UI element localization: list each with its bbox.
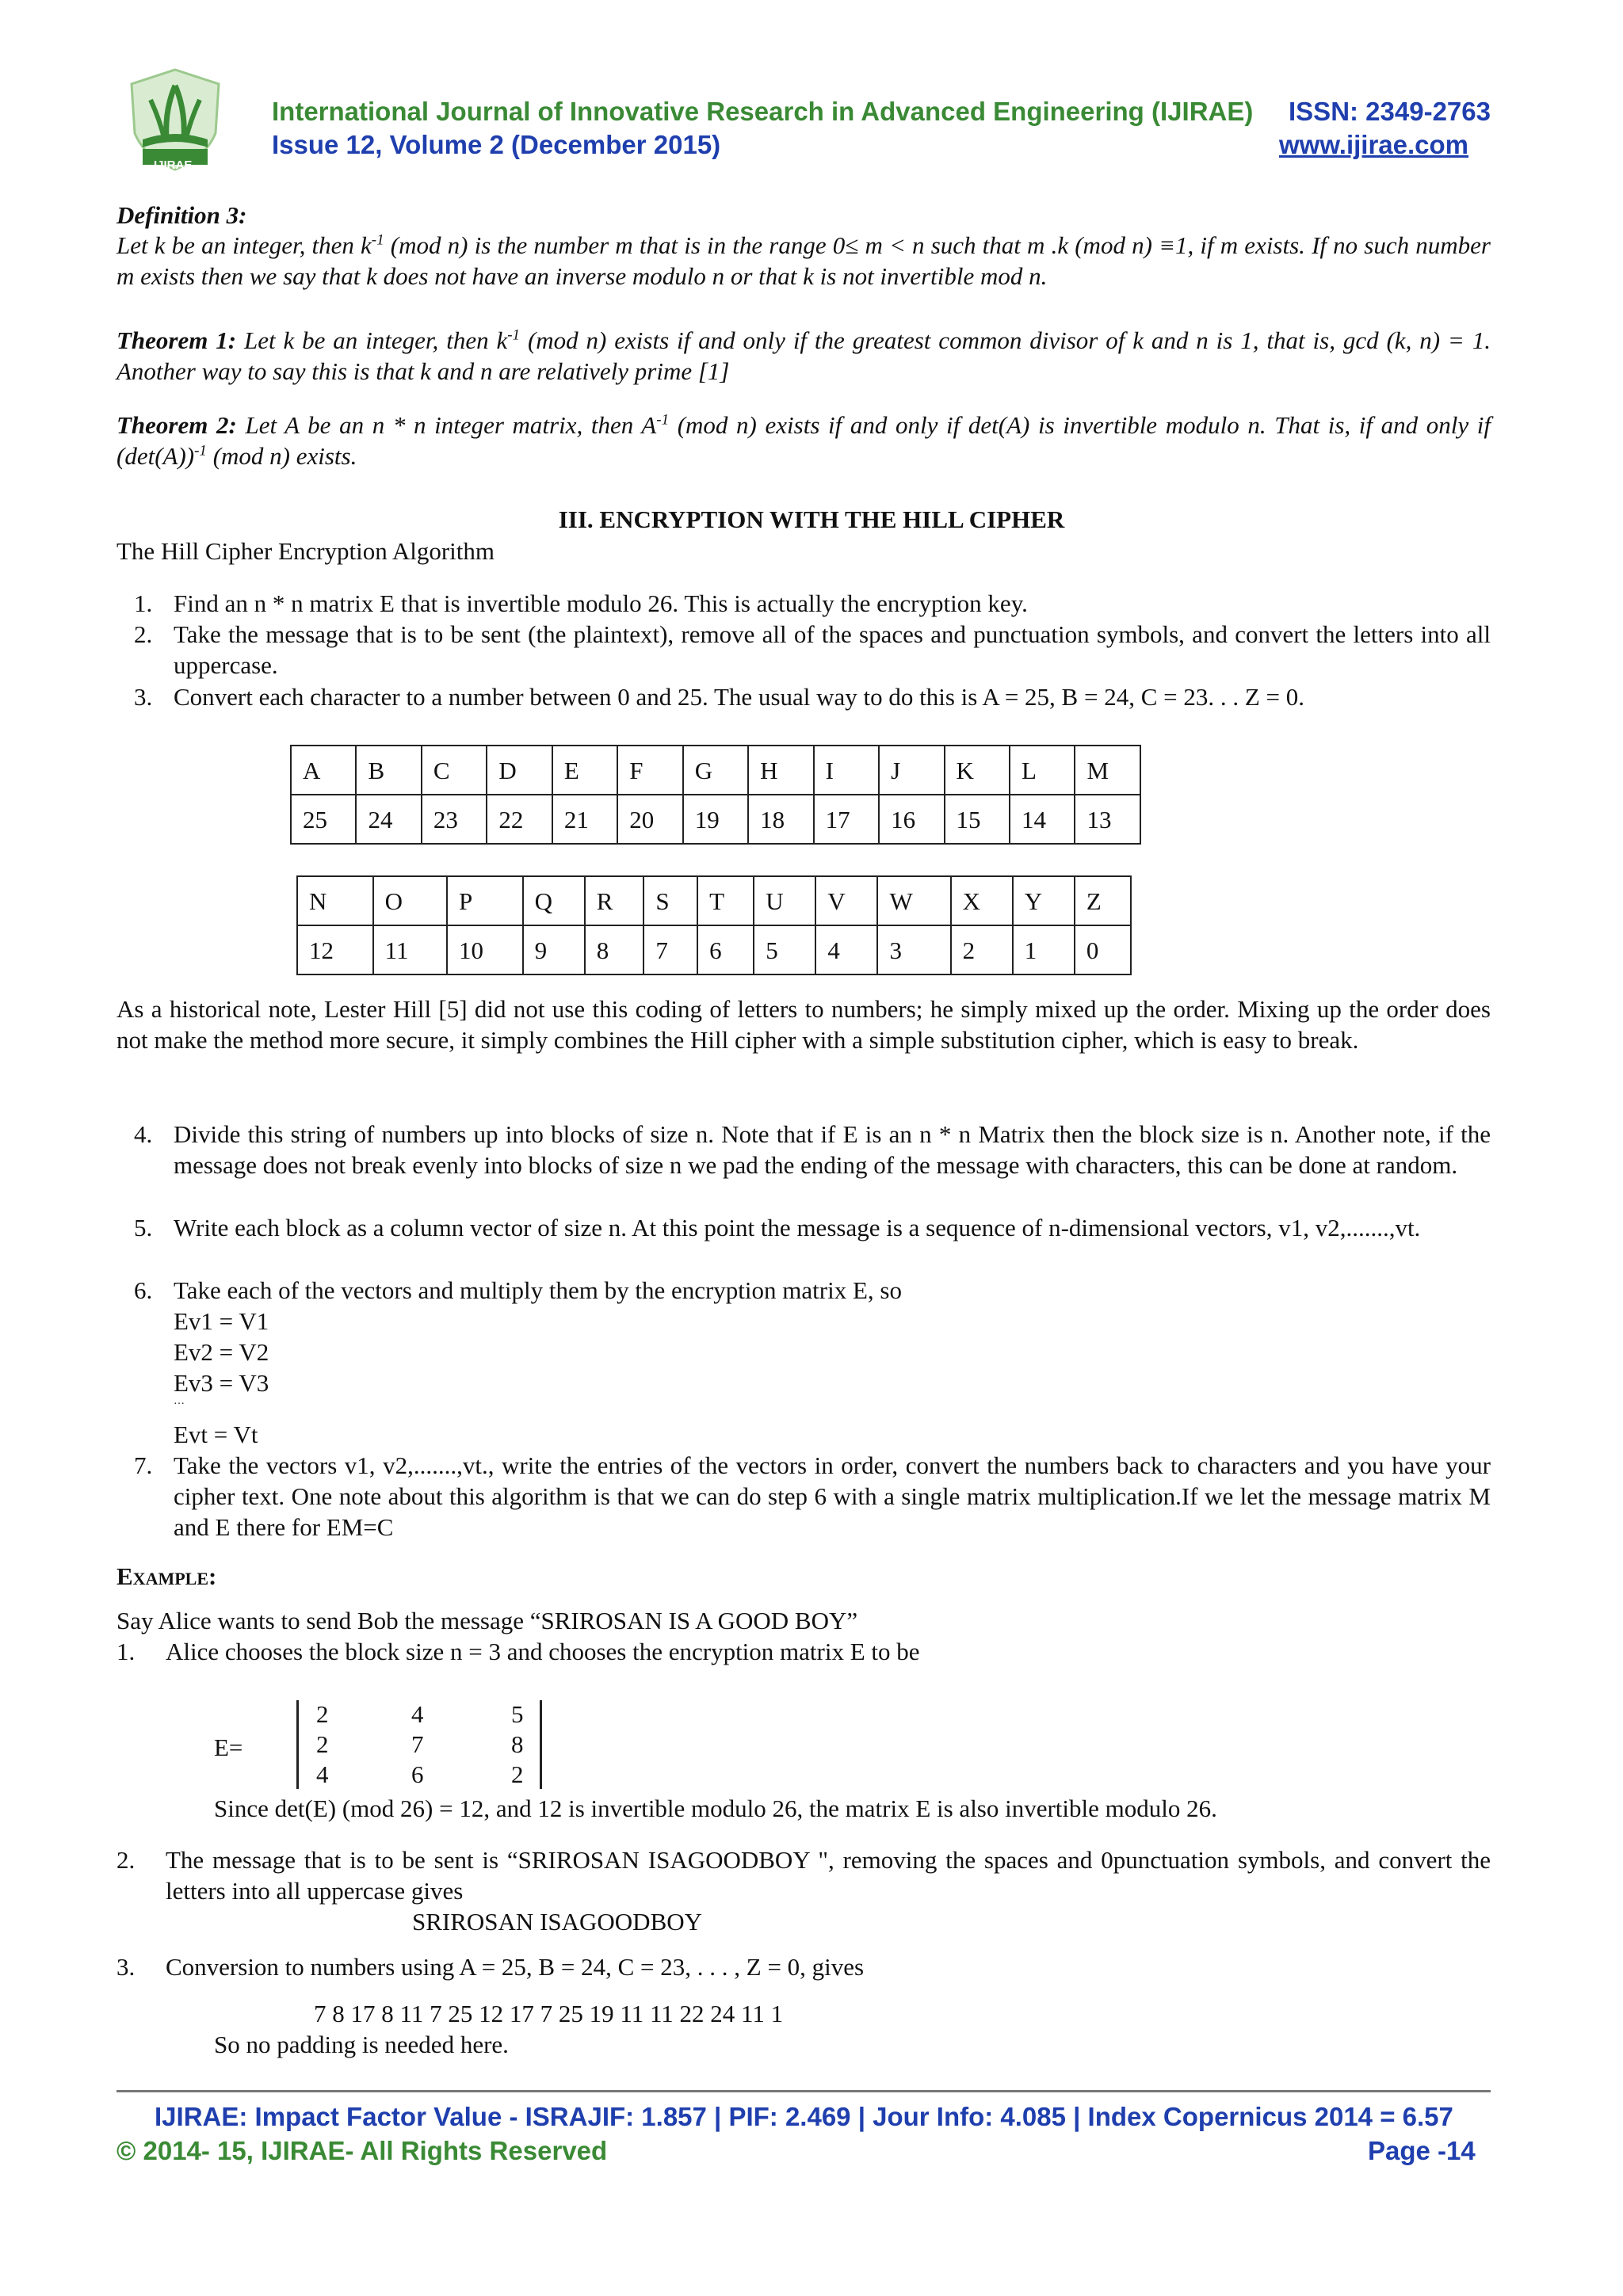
table-cell: 25 <box>291 795 356 844</box>
table-cell: F <box>617 746 682 795</box>
numeric-message: 7 8 17 8 11 7 25 12 17 7 25 19 11 11 22 24 11 1 <box>314 2000 784 2027</box>
table-cell: U <box>754 876 815 925</box>
table-cell: R <box>585 876 644 925</box>
table-cell: 4 <box>815 925 877 974</box>
table-cell: 9 <box>523 925 585 974</box>
matrix-cell: 8 <box>511 1730 524 1758</box>
table-cell: 8 <box>585 925 644 974</box>
journal-logo <box>119 62 231 174</box>
footer-divider <box>116 2090 1491 2092</box>
matrix-e <box>296 1700 542 1789</box>
table-cell: 12 <box>297 925 373 974</box>
table-cell: 16 <box>879 795 944 844</box>
table-cell: O <box>373 876 447 925</box>
table-row <box>297 925 1131 974</box>
table-cell: 15 <box>945 795 1010 844</box>
section-heading: III. ENCRYPTION WITH THE HILL CIPHER <box>558 505 1065 533</box>
table-row <box>291 746 1140 795</box>
table-cell: S <box>643 876 697 925</box>
section-subheading: The Hill Cipher Encryption Algorithm <box>116 537 495 565</box>
table-cell: W <box>877 876 950 925</box>
matrix-cell: 2 <box>316 1700 329 1728</box>
table-cell: 11 <box>373 925 447 974</box>
determinant-note: Since det(E) (mod 26) = 12, and 12 is invertible modulo 26, the matrix E is also invertible modulo 26. <box>214 1794 1217 1822</box>
matrix-cell: 6 <box>411 1760 424 1788</box>
matrix-cell: 7 <box>411 1730 424 1758</box>
table-cell: J <box>879 746 944 795</box>
page-number: Page -14 <box>1368 2136 1476 2165</box>
table-cell: 19 <box>683 795 748 844</box>
table-cell: 0 <box>1075 925 1131 974</box>
journal-title: International Journal of Innovative Research in Advanced Engineering (IJIRAE) <box>272 97 1254 126</box>
matrix-cell: 4 <box>411 1700 424 1728</box>
matrix-label: E= <box>214 1733 243 1761</box>
theorem-2: Theorem 2: Let A be an n * n integer matrix, then $A^{-1}$ (mod n) exists if and only if det(A) is invertible modulo n. That is, if and only if $(\det(A))^{-1}$ (mod n) exists. <box>116 411 1491 470</box>
definition-3-title: Definition 3: <box>116 201 247 229</box>
historical-note: As a historical note, Lester Hill [5] did not use this coding of letters to numbers; he simply mixed up the order. Mixing up the order does not make the method more secure, it simply combines the Hill cipher with a simple substitution cipher, which is easy to break. <box>116 995 1491 1054</box>
example-heading: Example: <box>116 1562 217 1590</box>
table-cell: N <box>297 876 373 925</box>
table-cell: Y <box>1013 876 1075 925</box>
letter-code-table-2 <box>296 875 1132 975</box>
padding-note: So no padding is needed here. <box>214 2031 509 2058</box>
table-cell: P <box>447 876 523 925</box>
equation-line: Ev1 = V1 <box>174 1307 269 1335</box>
table-cell: 3 <box>877 925 950 974</box>
footer-copyright: © 2014- 15, IJIRAE- All Rights Reserved <box>116 2136 608 2165</box>
table-cell: 21 <box>552 795 617 844</box>
table-row <box>291 795 1140 844</box>
table-cell: H <box>748 746 813 795</box>
table-cell: T <box>697 876 754 925</box>
table-cell: V <box>815 876 877 925</box>
table-cell: A <box>291 746 356 795</box>
table-cell: 18 <box>748 795 813 844</box>
table-cell: C <box>422 746 487 795</box>
table-cell: D <box>487 746 552 795</box>
table-cell: 10 <box>447 925 523 974</box>
table-cell: 2 <box>951 925 1013 974</box>
table-cell: 22 <box>487 795 552 844</box>
footer-impact-factor: IJIRAE: Impact Factor Value - ISRAJIF: 1.857 | PIF: 2.469 | Jour Info: 4.085 | Index Copernicus 2014 = 6.57 <box>155 2102 1453 2131</box>
table-cell: 14 <box>1010 795 1075 844</box>
equation-ellipsis: … <box>174 1395 185 1407</box>
table-cell: I <box>814 746 879 795</box>
matrix-cell: 2 <box>316 1730 329 1758</box>
table-cell: Q <box>523 876 585 925</box>
table-cell: X <box>951 876 1013 925</box>
table-cell: E <box>552 746 617 795</box>
table-cell: 20 <box>617 795 682 844</box>
equation-line: Ev2 = V2 <box>174 1338 269 1366</box>
table-cell: 23 <box>422 795 487 844</box>
table-cell: B <box>356 746 421 795</box>
table-cell: 5 <box>754 925 815 974</box>
table-cell: L <box>1010 746 1075 795</box>
table-cell: K <box>945 746 1010 795</box>
matrix-cell: 5 <box>511 1700 524 1728</box>
table-cell: 7 <box>643 925 697 974</box>
matrix-cell: 2 <box>511 1760 524 1788</box>
table-row <box>297 876 1131 925</box>
cleaned-message: SRIROSAN ISAGOODBOY <box>412 1908 703 1936</box>
table-cell: 1 <box>1013 925 1075 974</box>
theorem-1: Theorem 1: Let k be an integer, then $k^{-1}$ (mod n) exists if and only if the greatest common divisor of k and n is 1, that is, gcd (k, n) = 1. Another way to say this is that k and n are relatively prime [1] <box>116 326 1491 385</box>
journal-url-link[interactable]: www.ijirae.com <box>1279 130 1469 159</box>
table-cell: Z <box>1075 876 1131 925</box>
issn: ISSN: 2349-2763 <box>1289 97 1491 126</box>
definition-3-text: Let k be an integer, then $k^{-1}$ (mod n) is the number m that is in the range 0≤ m < n such that m .k (mod n) ≡1, if m exists. If no such number m exists then we say that k does not have an inverse modulo n or that k is not invertible mod n. <box>116 231 1491 290</box>
equation-line: Evt = Vt <box>174 1421 258 1448</box>
table-cell: G <box>683 746 748 795</box>
letter-code-table-1 <box>290 745 1141 845</box>
equation-line: Ev3 = V3 <box>174 1369 269 1397</box>
table-cell: 17 <box>814 795 879 844</box>
logo-text: IJIRAE <box>154 158 193 172</box>
table-cell: 13 <box>1075 795 1140 844</box>
table-cell: 6 <box>697 925 754 974</box>
matrix-cell: 4 <box>316 1760 329 1788</box>
example-intro: Say Alice wants to send Bob the message “SRIROSAN IS A GOOD BOY” <box>116 1607 858 1634</box>
table-cell: M <box>1075 746 1140 795</box>
table-cell: 24 <box>356 795 421 844</box>
issue-info: Issue 12, Volume 2 (December 2015) <box>272 130 721 159</box>
